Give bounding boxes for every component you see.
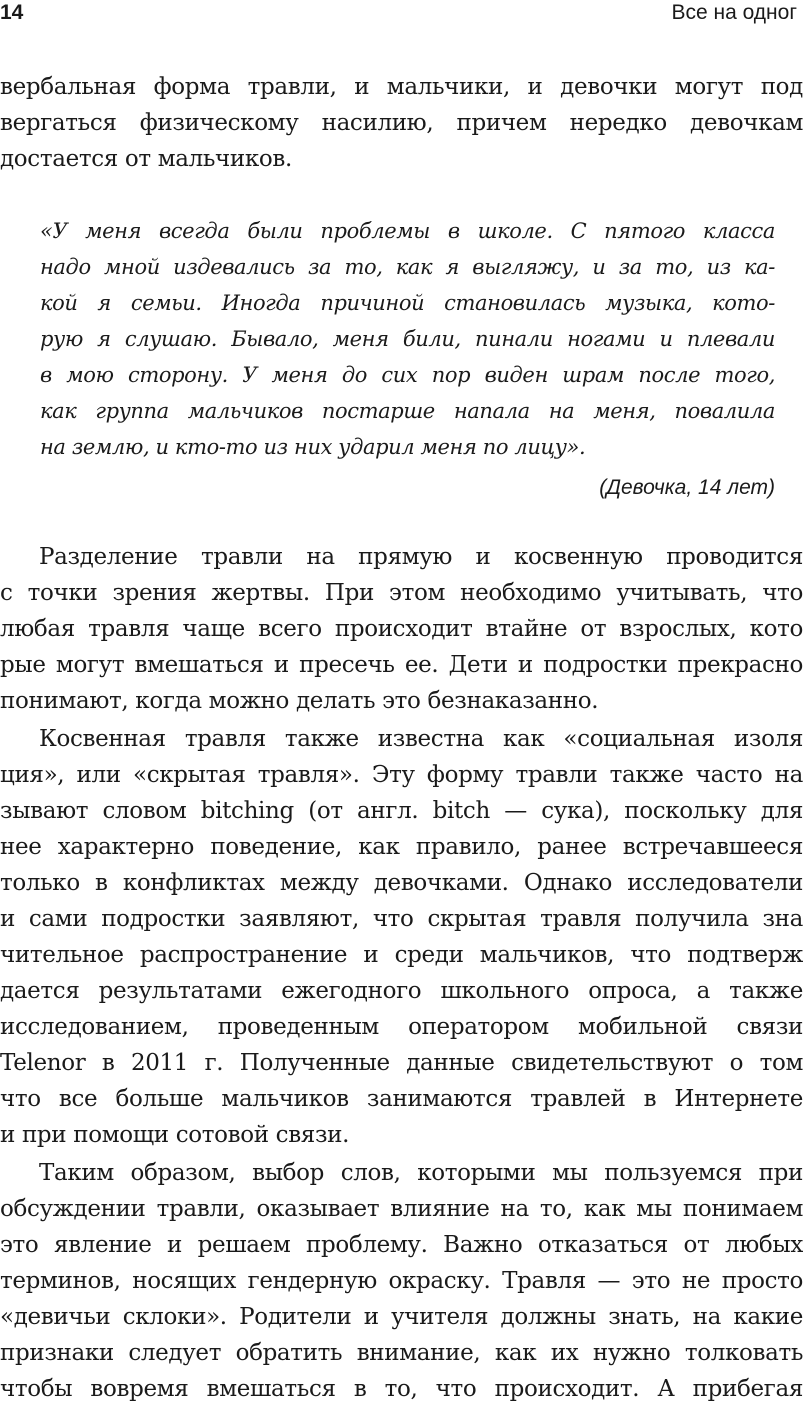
text-line: и сами подростки заявляют, что скрытая травля получила зна xyxy=(0,906,803,932)
text-line: исследованием, проведенным оператором мобильной связи xyxy=(0,1014,803,1040)
text-line: с точки зрения жертвы. При этом необходимо учитывать, что xyxy=(0,580,803,606)
text-line: достается от мальчиков. xyxy=(0,146,292,172)
page-header xyxy=(0,0,803,30)
text-line: Таким образом, выбор слов, которыми мы пользуемся при xyxy=(39,1160,803,1186)
text-line: Telenor в 2011 г. Полученные данные свидетельствуют о том xyxy=(0,1050,803,1076)
text-line: признаки следует обратить внимание, как их нужно толковать xyxy=(0,1340,803,1366)
text-line: Косвенная травля также известна как «социальная изоля xyxy=(39,726,803,752)
text-line: терминов, носящих гендерную окраску. Травля — это не просто xyxy=(0,1268,803,1294)
text-line: зывают словом bitching (от англ. bitch — сука), поскольку для xyxy=(0,798,803,824)
text-line: понимают, когда можно делать это безнаказанно. xyxy=(0,688,599,714)
quote-line: кой я семьи. Иногда причиной становилась музыка, кото- xyxy=(40,291,775,315)
text-line: Разделение травли на прямую и косвенную проводится xyxy=(39,544,803,570)
text-line: любая травля чаще всего происходит втайне от взрослых, кото xyxy=(0,616,803,642)
quote-line: как группа мальчиков постарше напала на меня, повалила xyxy=(40,399,775,423)
text-line: нее характерно поведение, как правило, ранее встречавшееся xyxy=(0,834,803,860)
quote-line: в мою сторону. У меня до сих пор виден шрам после того, xyxy=(40,363,775,387)
text-line: только в конфликтах между девочками. Однако исследователи xyxy=(0,870,803,896)
text-line: вербальная форма травли, и мальчики, и девочки могут под xyxy=(0,74,803,100)
quote-line: надо мной издевались за то, как я выгляжу, и за то, из ка- xyxy=(40,255,775,279)
text-line: чительное распространение и среди мальчиков, что подтверж xyxy=(0,942,803,968)
text-line: что все больше мальчиков занимаются травлей в Интернете xyxy=(0,1086,803,1112)
text-line: рые могут вмешаться и пресечь ее. Дети и подростки прекрасно xyxy=(0,652,803,678)
text-line: ция», или «скрытая травля». Эту форму травли также часто на xyxy=(0,762,803,788)
quote-source: (Девочка, 14 лет) xyxy=(599,476,775,499)
text-line: вергаться физическому насилию, причем нередко девочкам xyxy=(0,110,803,136)
page-number: 14 xyxy=(0,1,24,24)
text-line: дается результатами ежегодного школьного опроса, а также xyxy=(0,978,803,1004)
quote-line: «У меня всегда были проблемы в школе. С пятого класса xyxy=(40,219,775,243)
text-line: и при помощи сотовой связи. xyxy=(0,1122,350,1148)
quote-line: на землю, и кто-то из них ударил меня по лицу». xyxy=(40,435,586,459)
text-line: «девичьи склоки». Родители и учителя должны знать, на какие xyxy=(0,1304,803,1330)
running-title: Все на одног xyxy=(671,1,797,24)
text-line: это явление и решаем проблему. Важно отказаться от любых xyxy=(0,1232,803,1258)
text-line: чтобы вовремя вмешаться в то, что происходит. А прибегая xyxy=(0,1376,803,1402)
text-line: обсуждении травли, оказывает влияние на то, как мы понимаем xyxy=(0,1196,803,1222)
quote-line: рую я слушаю. Бывало, меня били, пинали ногами и плевали xyxy=(40,327,775,351)
